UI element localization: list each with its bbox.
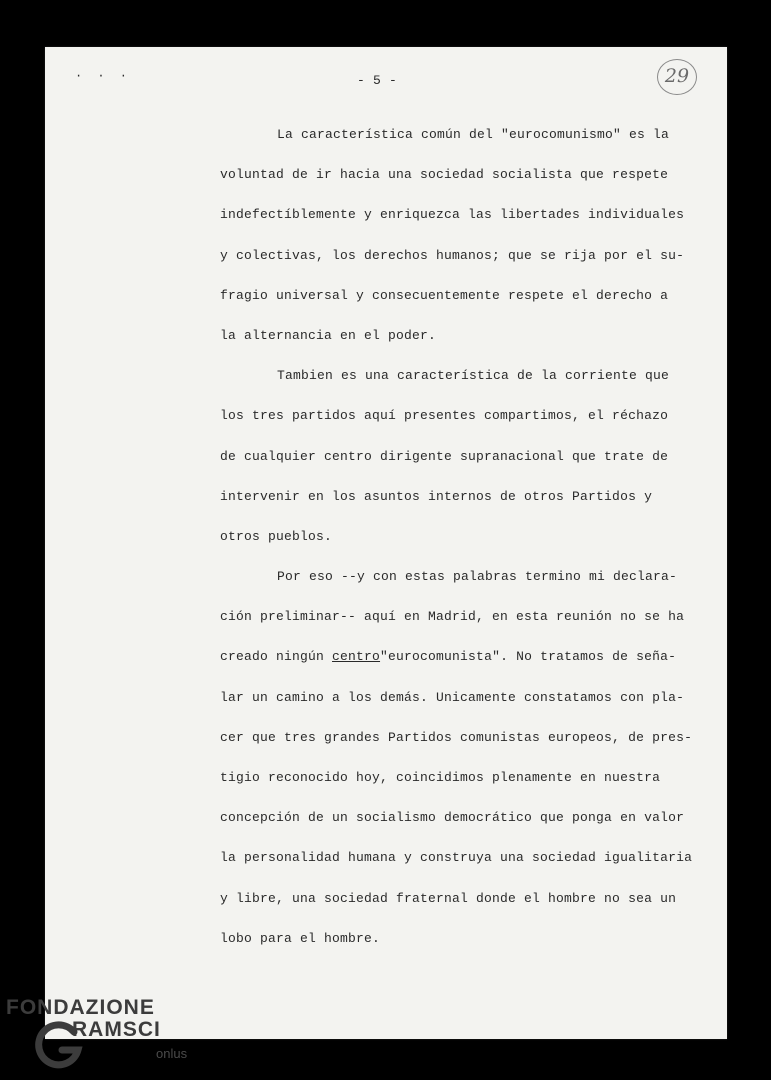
text-line: voluntad de ir hacia una sociedad socialista que respete xyxy=(220,167,669,183)
text-line: de cualquier centro dirigente supranacional que trate de xyxy=(220,448,669,464)
typewritten-page xyxy=(45,47,727,1039)
text-line: la personalidad humana y construya una sociedad igualitaria xyxy=(220,850,693,866)
text-line: indefectíblemente y enriquezca las libertades individuales xyxy=(220,207,685,223)
text-line: concepción de un socialismo democrático que ponga en valor xyxy=(220,810,685,826)
text-line: lobo para el hombre. xyxy=(220,930,381,946)
text-line: y colectivas, los derechos humanos; que se rija por el su- xyxy=(220,247,685,263)
margin-marks: · · · xyxy=(75,69,132,83)
text-line: La característica común del "eurocomunismo" es la xyxy=(277,127,670,142)
watermark-line-2: RAMSCI xyxy=(72,1018,161,1041)
text-line: Tambien es una característica de la corriente que xyxy=(277,368,670,384)
text-line: cer que tres grandes Partidos comunistas europeos, de pres- xyxy=(220,729,693,745)
text-line: fragio universal y consecuentemente respete el derecho a xyxy=(220,287,669,303)
watermark-line-1: FONDAZIONE xyxy=(6,996,155,1019)
text-line xyxy=(220,637,720,677)
watermark-suffix: onlus xyxy=(156,1046,188,1061)
text-line: los tres partidos aquí presentes compartimos, el réchazo xyxy=(220,408,669,424)
document-body xyxy=(220,115,720,959)
text-segment: creado ningún xyxy=(220,649,333,665)
text-line: Por eso --y con estas palabras termino mi declara- xyxy=(277,569,678,585)
text-line: ción preliminar-- aquí en Madrid, en esta reunión no se ha xyxy=(220,609,685,625)
page-number: - 5 - xyxy=(357,73,398,88)
text-line: tigio reconocido hoy, coincidimos plenamente en nuestra xyxy=(220,770,661,785)
underlined-word: centro xyxy=(332,649,381,665)
fondazione-gramsci-watermark xyxy=(6,996,196,1076)
text-line: la alternancia en el poder. xyxy=(220,327,437,343)
text-line: y libre, una sociedad fraternal donde el hombre no sea un xyxy=(220,890,677,906)
text-line: lar un camino a los demás. Unicamente constatamos con pla- xyxy=(220,689,685,705)
archive-stamp-number: 29 xyxy=(657,59,697,95)
text-line: intervenir en los asuntos internos de otros Partidos y xyxy=(220,488,653,504)
text-line: otros pueblos. xyxy=(220,528,333,544)
text-segment: "eurocomunista". No tratamos de seña- xyxy=(380,649,677,665)
